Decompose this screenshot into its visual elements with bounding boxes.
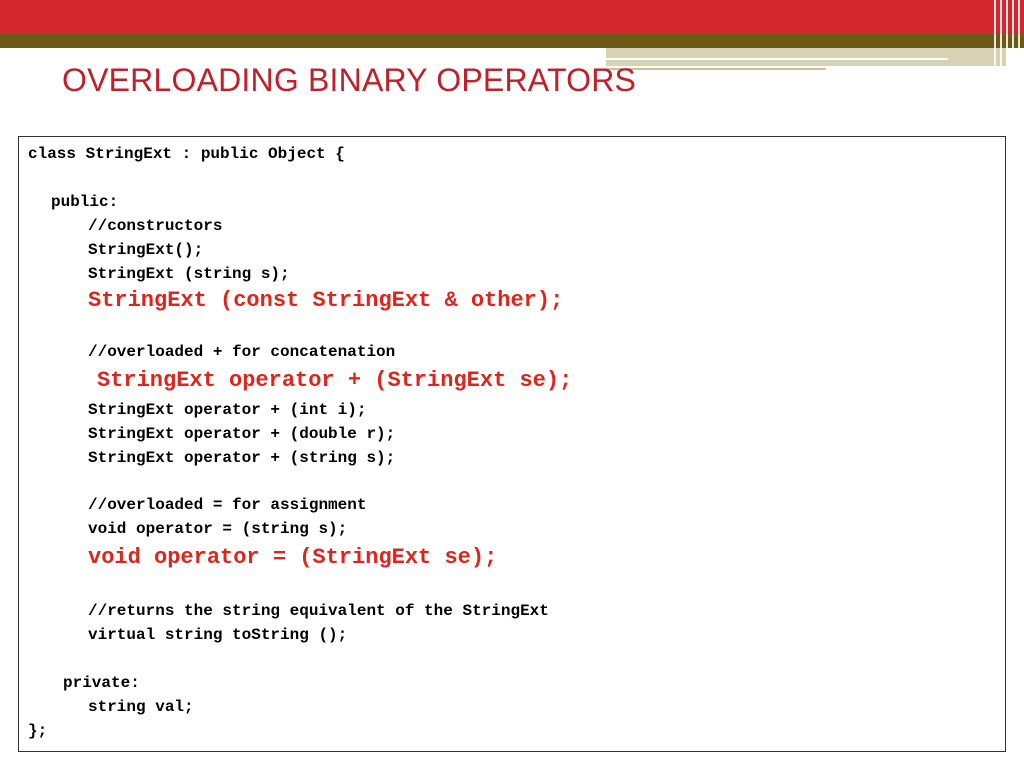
code-line: class StringExt : public Object {: [28, 145, 345, 163]
code-line-highlighted: StringExt (const StringExt & other);: [88, 288, 564, 313]
code-line: private:: [63, 674, 140, 692]
code-comment: //overloaded = for assignment: [88, 496, 367, 514]
code-line-highlighted: void operator = (StringExt se);: [88, 545, 498, 570]
header-stripe: [1018, 0, 1020, 70]
slide-title: OVERLOADING BINARY OPERATORS: [62, 62, 637, 98]
header-olive-band: [0, 34, 1024, 48]
code-comment: //constructors: [88, 217, 223, 235]
header-stripe: [1000, 0, 1002, 70]
code-line: void operator = (string s);: [88, 520, 348, 538]
header-accent-line-lower: [606, 68, 826, 70]
code-line: };: [28, 722, 48, 740]
header-red-band: [0, 0, 1024, 34]
header-stripe: [994, 0, 996, 70]
header-stripe: [1006, 0, 1008, 70]
header-accent-line: [606, 58, 948, 60]
code-line: string val;: [88, 698, 194, 716]
code-line: StringExt operator + (double r);: [88, 425, 396, 443]
header-stripe: [1012, 0, 1014, 70]
code-line: StringExt operator + (string s);: [88, 449, 396, 467]
code-comment: //overloaded + for concatenation: [88, 343, 396, 361]
code-line: StringExt operator + (int i);: [88, 401, 367, 419]
code-line: StringExt();: [88, 241, 204, 259]
code-line-highlighted: StringExt operator + (StringExt se);: [97, 368, 573, 393]
code-line: StringExt (string s);: [88, 265, 290, 283]
code-line: public:: [51, 193, 119, 211]
code-listing: [18, 136, 1006, 752]
code-line: virtual string toString ();: [88, 626, 348, 644]
code-comment: //returns the string equivalent of the StringExt: [88, 602, 549, 620]
header-accent-bar: [606, 48, 1006, 66]
